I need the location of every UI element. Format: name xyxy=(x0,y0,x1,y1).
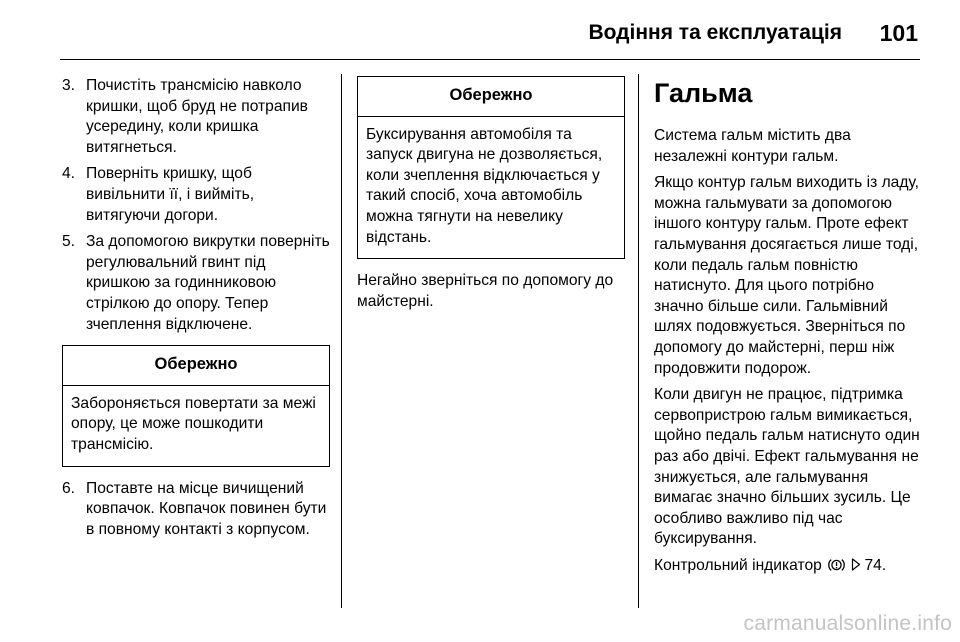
body-paragraph: Система гальм містить два незалежні контури гальм. xyxy=(654,127,851,165)
page-header xyxy=(0,0,960,62)
page-number: 101 xyxy=(879,20,918,46)
caution-box xyxy=(62,345,330,466)
header-rule xyxy=(60,59,920,60)
section-title: Гальма xyxy=(654,78,753,108)
step-text: Поставте на місце вичищений ковпачок. Ковпачок повинен бути в повному контакті з корпусом. xyxy=(86,479,327,538)
step-number: 4. xyxy=(62,165,76,183)
left-column xyxy=(62,76,330,546)
middle-column xyxy=(357,76,625,318)
step-text: Поверніть кришку, щоб вивільнити її, і вийміть, витягуючи догори. xyxy=(86,165,255,224)
step-text: За допомогою викрутки поверніть регулювальний гвинт під кришкою за годинниковою стрілкою до опору. Тепер зчеплення відключене. xyxy=(86,233,330,333)
header-title: Водіння та експлуатація xyxy=(588,21,842,44)
step-item xyxy=(62,76,330,158)
steps-list-continued xyxy=(62,479,330,541)
step-item xyxy=(62,479,330,541)
indicator-label: Контрольний індикатор xyxy=(654,556,822,574)
step-number: 3. xyxy=(62,77,76,94)
column-divider-right xyxy=(638,74,639,608)
caution-title: Обережно xyxy=(63,346,329,386)
caution-text: Забороняється повертати за межі опору, це може пошкодити трансмісію. xyxy=(71,394,316,453)
steps-list xyxy=(62,76,330,335)
column-divider-left xyxy=(341,74,342,608)
right-column xyxy=(654,76,922,582)
step-number: 6. xyxy=(62,479,76,497)
workshop-note: Негайно зверніться по допомогу до майстерні. xyxy=(357,272,614,310)
caution-text: Буксирування автомобіля та запуск двигуна не дозволяється, коли зчеплення відключається у такий спосіб, хоча автомобіль можна тягнути на невелику відстань. xyxy=(366,125,603,246)
step-item xyxy=(62,232,330,335)
step-item xyxy=(62,164,330,226)
watermark: carmanualsonline.info xyxy=(743,612,952,635)
brake-warning-icon xyxy=(828,558,845,572)
page-reference-arrow-icon xyxy=(851,558,861,571)
page-reference: 74. xyxy=(864,556,887,574)
body-paragraph: Коли двигун не працює, підтримка сервопристрою гальм вимикається, щойно педаль гальм натиснуто один раз або двічі. Ефект гальмування не знижується, але гальмування вимагає значно більших зусиль. Це особливо важливо під час буксирування. xyxy=(654,386,920,548)
caution-box xyxy=(357,76,625,259)
caution-title: Обережно xyxy=(358,77,624,117)
indicator-reference xyxy=(654,556,922,577)
step-number: 5. xyxy=(62,233,76,251)
body-paragraph: Якщо контур гальм виходить із ладу, можна гальмувати за допомогою іншого контуру гальм. Проте ефект гальмування досягається лише тоді, коли педаль гальм повністю натиснуто. Для цього потрібно значно більше сили. Гальмівний шлях подовжується. Зверніться по допомогу до майстерні, перш ніж продовжити подорож. xyxy=(654,174,920,377)
step-text: Почистіть трансмісію навколо кришки, щоб бруд не потрапив усередину, коли кришка витягнеться. xyxy=(86,77,308,156)
